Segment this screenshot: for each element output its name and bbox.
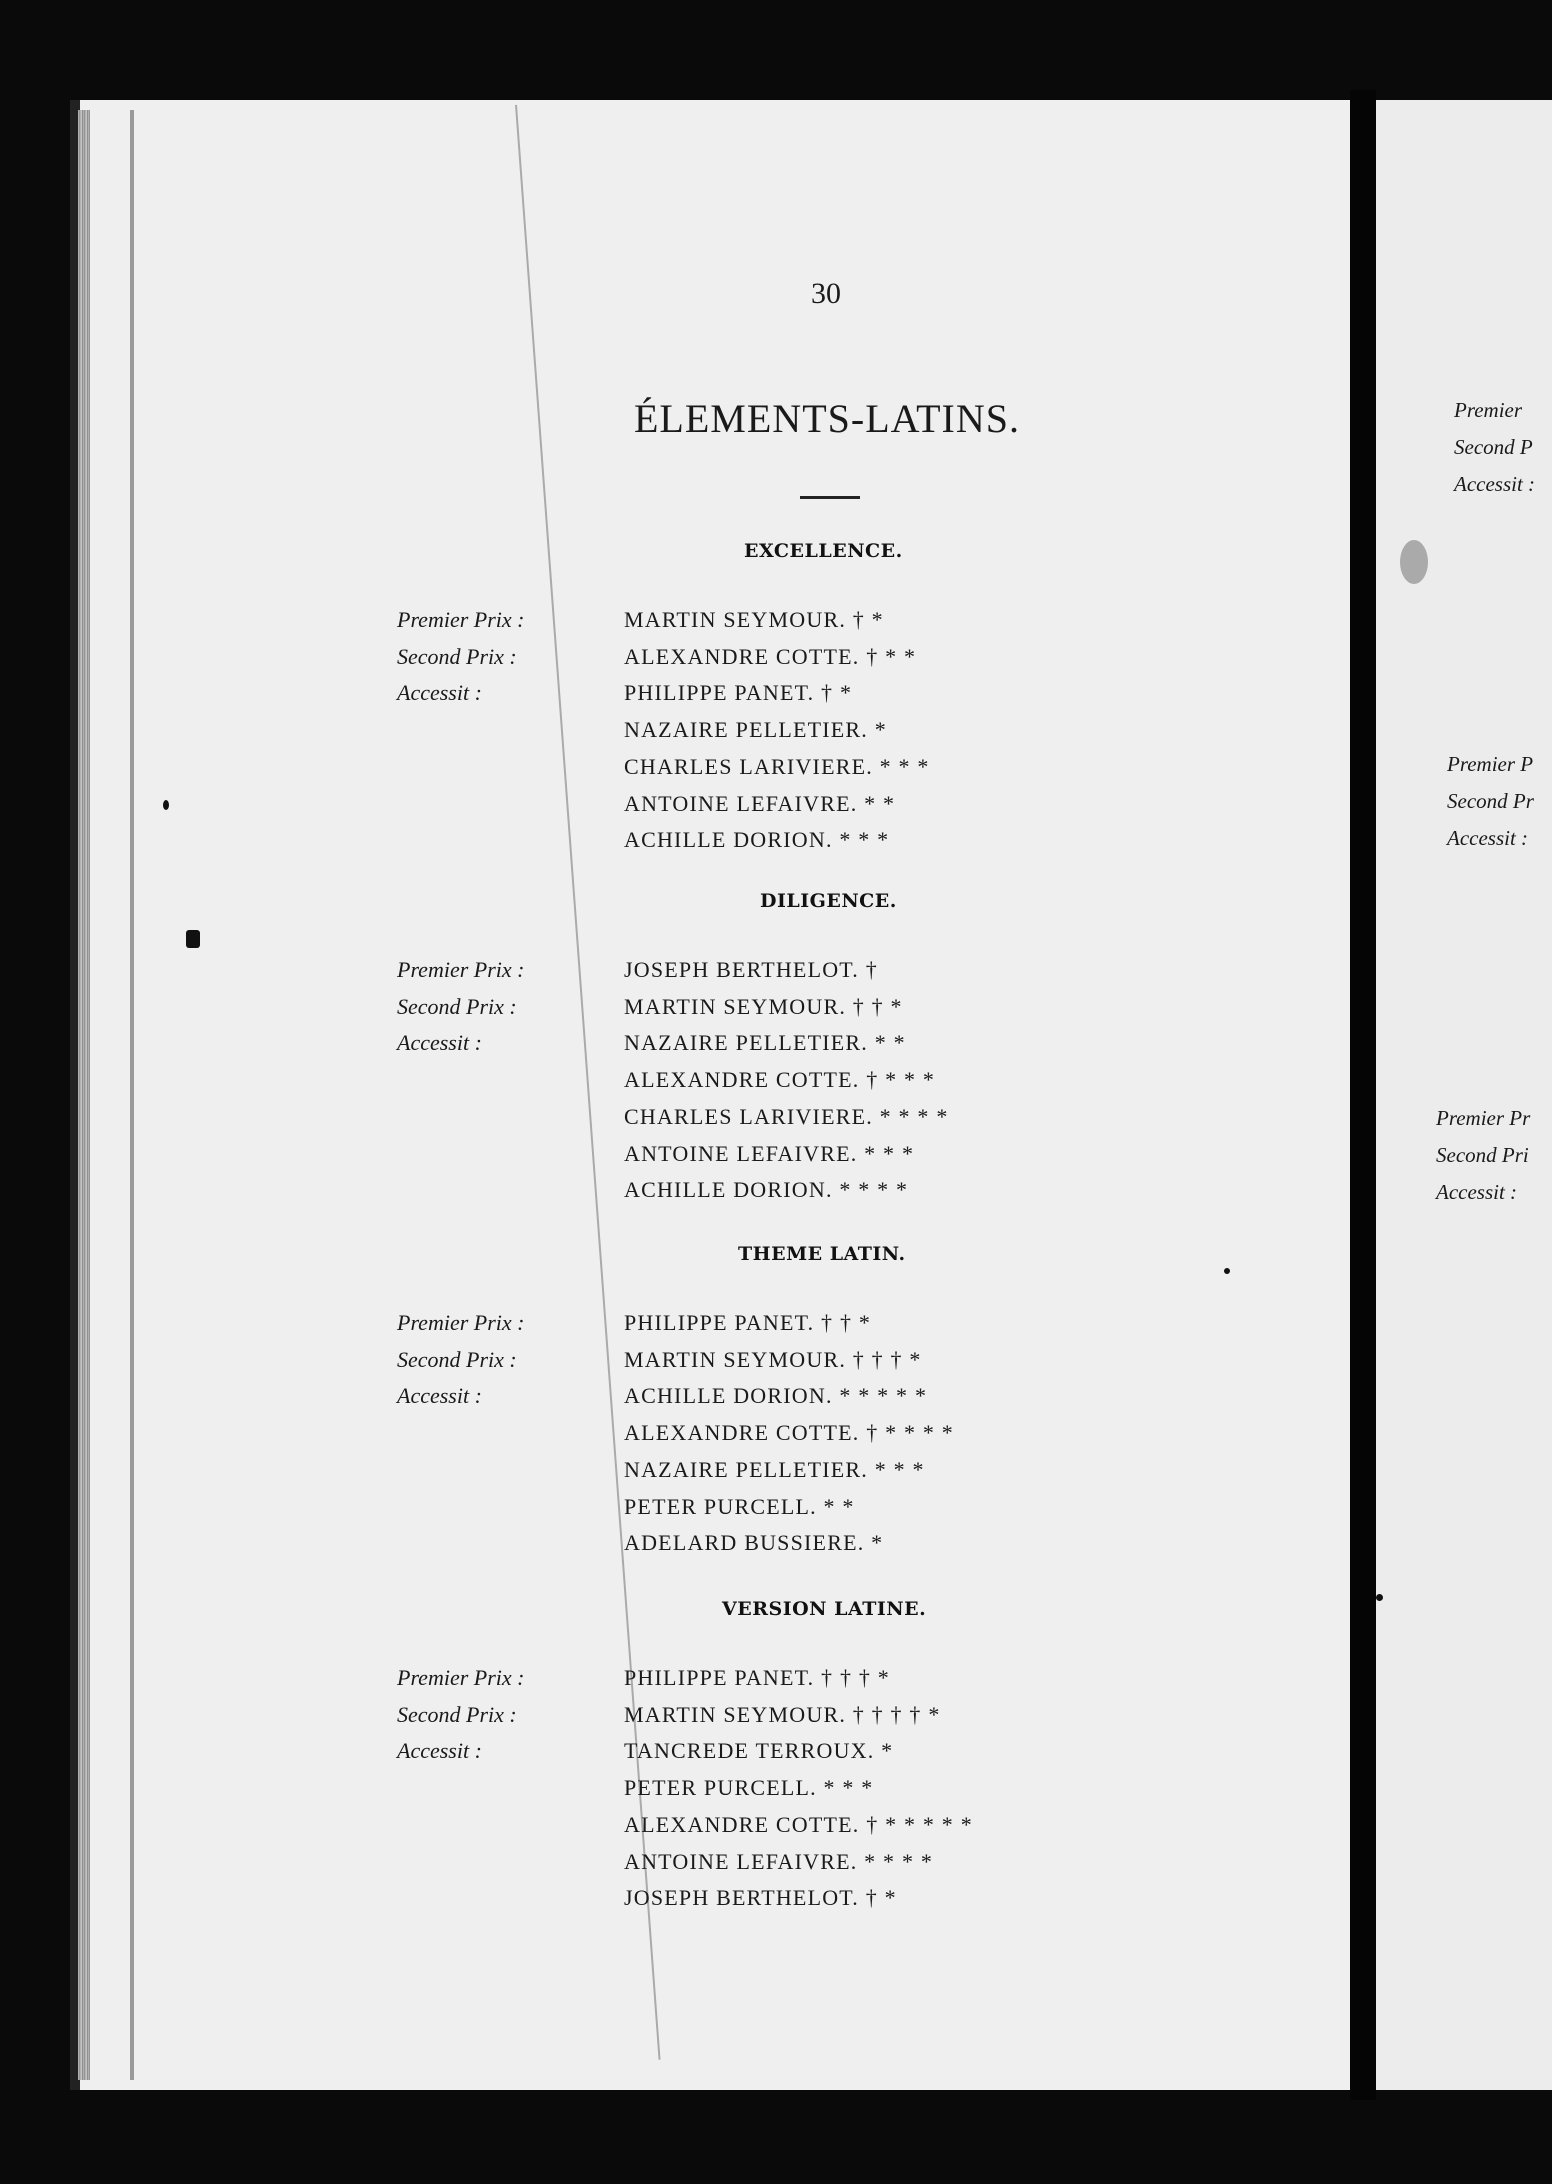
student-name: ANTOINE LEFAIVRE. * * * * [624,1848,934,1874]
student-name: MARTIN SEYMOUR. † * [624,607,884,632]
student-name: NAZAIRE PELLETIER. * [624,717,887,743]
facing-page-label: Accessit : [1447,826,1529,850]
facing-page-label: Premier Pr [1436,1106,1531,1130]
prize-label: Second Prix : [397,1346,517,1372]
page-margin-line [130,110,134,2080]
prize-label: Premier Prix : [397,607,525,632]
facing-page-label: Second P [1454,435,1533,459]
student-name: NAZAIRE PELLETIER. * * [624,1030,906,1056]
student-name: ACHILLE DORION. * * * * [624,1177,909,1203]
student-name: ACHILLE DORION. * * * * * [624,1383,928,1409]
student-name: JOSEPH BERTHELOT. † * [624,1885,897,1911]
student-name: PHILIPPE PANET. † † * [624,1310,872,1335]
ink-speck [1224,1268,1230,1274]
student-name: CHARLES LARIVIERE. * * * * [624,1103,949,1129]
section-heading: DILIGENCE. [760,890,897,912]
page-blot [1400,540,1428,584]
prize-label: Premier Prix : [397,1310,525,1335]
prize-label: Accessit : [397,1383,482,1409]
student-name: ADELARD BUSSIERE. * [624,1530,884,1556]
book-gutter [1350,90,1376,2100]
student-name: PHILIPPE PANET. † † † * [624,1665,890,1690]
facing-page-label: Premier [1454,398,1523,422]
student-name: MARTIN SEYMOUR. † † * [624,993,903,1019]
student-name: ACHILLE DORION. * * * [624,827,890,853]
section-heading: THEME LATIN. [738,1243,906,1265]
student-name: ALEXANDRE COTTE. † * * * [624,1067,936,1093]
facing-page-label: Second Pr [1447,789,1534,813]
page-title: ÉLEMENTS-LATINS. [634,396,1020,441]
student-name: MARTIN SEYMOUR. † † † * [624,1346,922,1372]
page-number: 30 [811,277,841,310]
student-name: ALEXANDRE COTTE. † * * * * * [624,1811,973,1837]
student-name: ALEXANDRE COTTE. † * * * * [624,1420,955,1446]
prize-label: Premier Prix : [397,1665,525,1690]
student-name: TANCREDE TERROUX. * [624,1738,894,1764]
prize-label: Premier Prix : [397,957,525,982]
student-name: PHILIPPE PANET. † * [624,680,853,706]
facing-page-label: Accessit : [1436,1180,1518,1204]
student-name: NAZAIRE PELLETIER. * * * [624,1456,925,1482]
ink-speck [163,800,169,810]
student-name: ANTOINE LEFAIVRE. * * * [624,1140,915,1166]
prize-label: Second Prix : [397,643,517,669]
student-name: PETER PURCELL. * * * [624,1775,874,1801]
title-rule [800,496,860,499]
section-heading: EXCELLENCE. [744,540,903,562]
student-name: ALEXANDRE COTTE. † * * [624,643,917,669]
page-edge-stack [78,110,90,2080]
facing-page-label: Second Pri [1436,1143,1529,1167]
facing-page-label: Accessit : [1454,472,1536,496]
student-name: CHARLES LARIVIERE. * * * [624,753,930,779]
facing-page-label: Premier P [1447,752,1534,776]
prize-label: Second Prix : [397,993,517,1019]
student-name: ANTOINE LEFAIVRE. * * [624,790,896,816]
prize-label: Accessit : [397,1030,482,1056]
prize-label: Accessit : [397,680,482,706]
section-heading: VERSION LATINE. [722,1598,927,1620]
student-name: PETER PURCELL. * * [624,1493,855,1519]
student-name: JOSEPH BERTHELOT. † [624,957,878,982]
ink-mark [186,930,200,948]
prize-label: Accessit : [397,1738,482,1764]
ink-speck [1376,1594,1383,1601]
prize-label: Second Prix : [397,1701,517,1727]
student-name: MARTIN SEYMOUR. † † † † * [624,1701,941,1727]
